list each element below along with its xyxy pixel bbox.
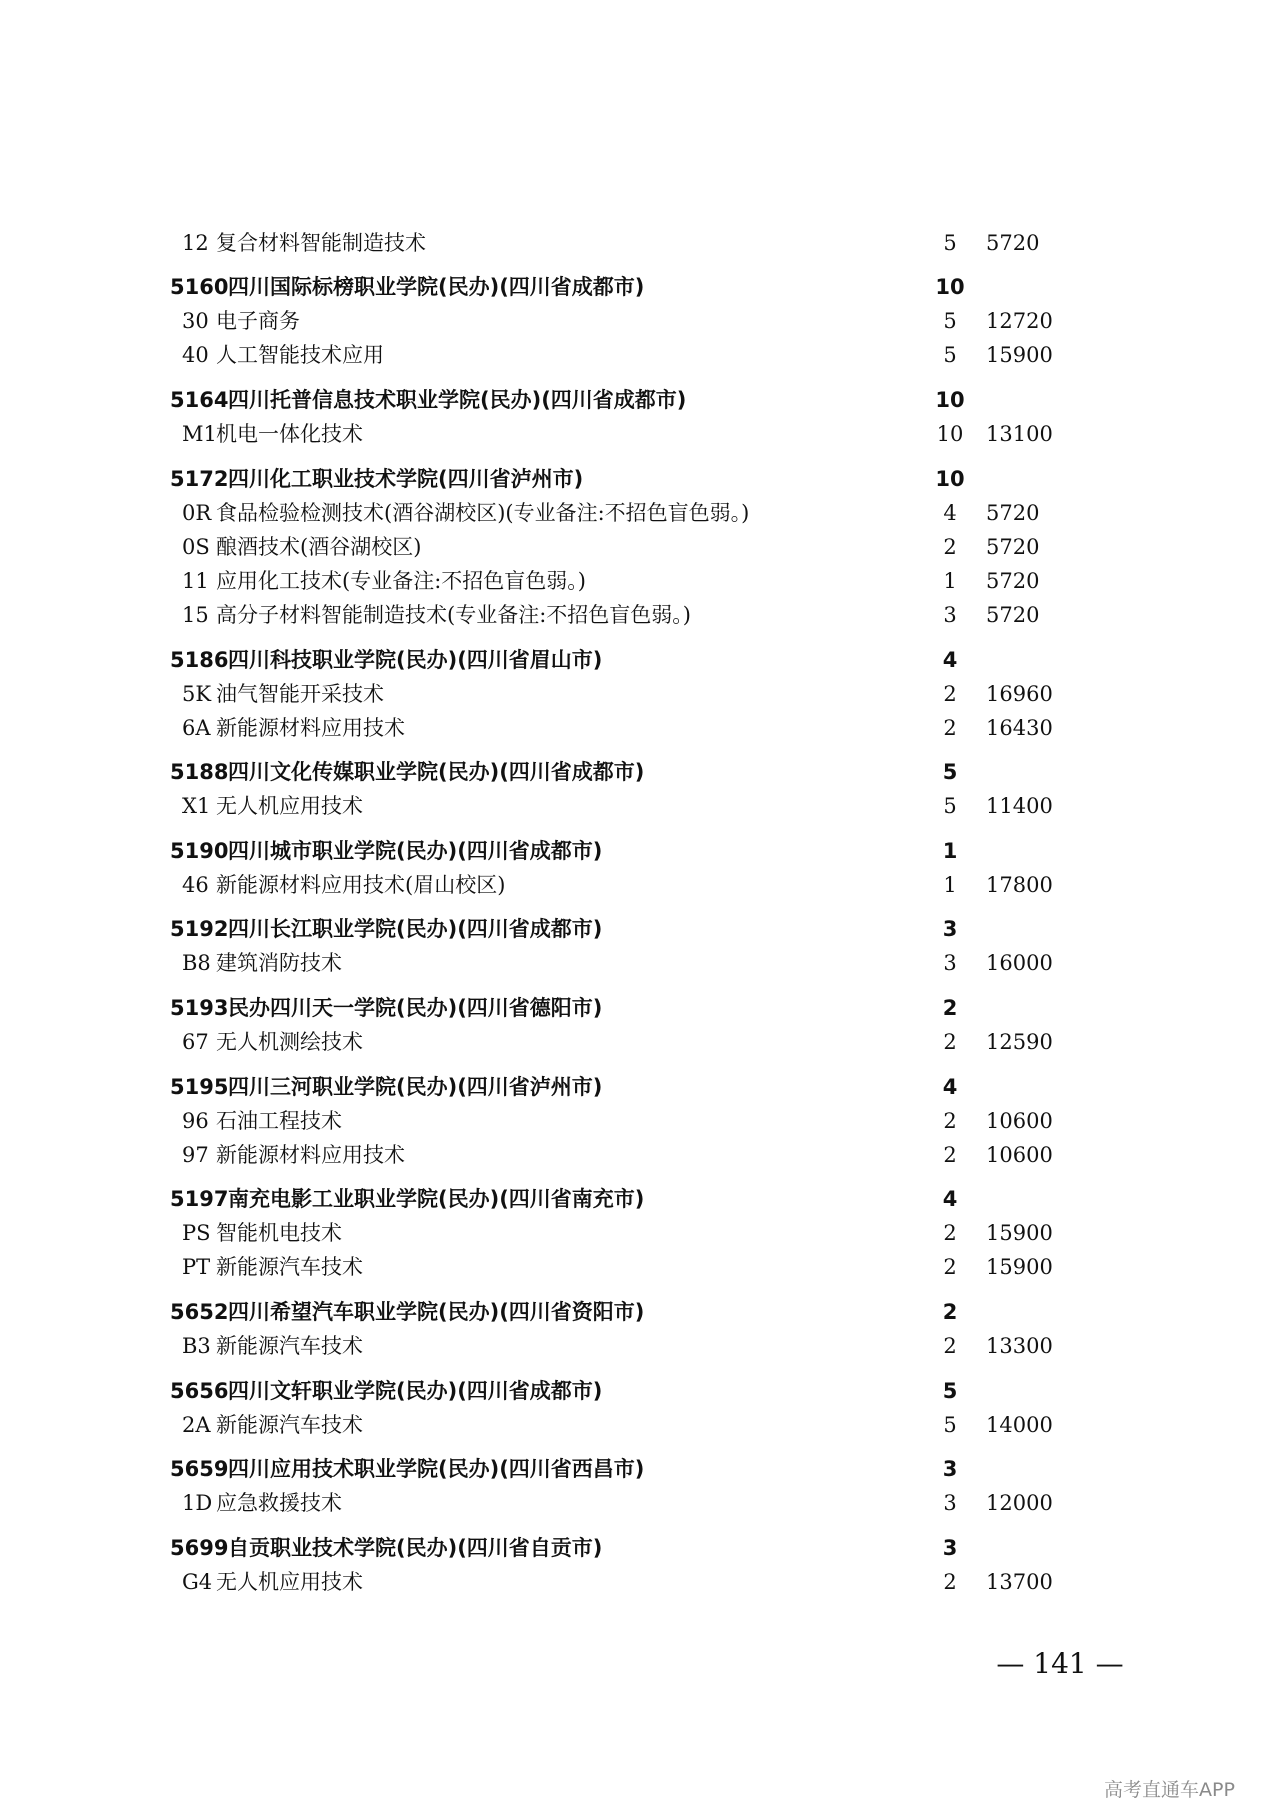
institution-row (0, 1452, 1280, 1486)
tuition-fee: 15900 (986, 343, 1053, 367)
major-name: 电子商务 (216, 309, 300, 333)
plan-count: 3 (943, 951, 957, 975)
major-code: G4 (182, 1570, 213, 1594)
major-name: 酿酒技术(酒谷湖校区) (216, 535, 422, 559)
major-name: 新能源材料应用技术 (216, 1143, 405, 1167)
major-name: 新能源材料应用技术 (216, 716, 405, 740)
page-number: — 141 — (996, 1647, 1124, 1680)
tuition-fee: 15900 (986, 1221, 1053, 1245)
major-name: 高分子材料智能制造技术(专业备注:不招色盲色弱。) (216, 603, 691, 627)
institution-row (0, 1374, 1280, 1408)
institution-row (0, 462, 1280, 496)
plan-count: 10 (935, 467, 965, 491)
institution-row (0, 755, 1280, 789)
institution-code: 5652 (170, 1300, 229, 1324)
major-row (0, 1025, 1280, 1059)
major-name: 油气智能开采技术 (216, 682, 384, 706)
plan-count: 4 (942, 1187, 958, 1211)
institution-name: 四川文化传媒职业学院(民办)(四川省成都市) (228, 760, 645, 784)
major-row (0, 1486, 1280, 1520)
tuition-fee: 14000 (986, 1413, 1053, 1437)
tuition-fee: 17800 (986, 873, 1053, 897)
institution-row (0, 1182, 1280, 1216)
plan-count: 3 (942, 917, 958, 941)
major-row (0, 868, 1280, 902)
institution-code: 5193 (170, 996, 229, 1020)
major-name: 人工智能技术应用 (216, 343, 384, 367)
major-row (0, 1104, 1280, 1138)
major-row (0, 496, 1280, 530)
institution-code: 5699 (170, 1536, 229, 1560)
major-name: 智能机电技术 (216, 1221, 342, 1245)
plan-count: 3 (943, 1491, 957, 1515)
major-code: 97 (182, 1143, 209, 1167)
major-name: 食品检验检测技术(酒谷湖校区)(专业备注:不招色盲色弱。) (216, 501, 750, 525)
institution-name: 四川化工职业技术学院(四川省泸州市) (228, 467, 584, 491)
institution-name: 四川希望汽车职业学院(民办)(四川省资阳市) (228, 1300, 645, 1324)
institution-name: 四川国际标榜职业学院(民办)(四川省成都市) (228, 275, 645, 299)
watermark: 高考直通车APP (1104, 1779, 1235, 1801)
tuition-fee: 12590 (986, 1030, 1053, 1054)
major-code: 12 (182, 231, 209, 255)
major-row (0, 417, 1280, 451)
institution-code: 5164 (170, 388, 229, 412)
plan-count: 5 (943, 1413, 957, 1437)
institution-code: 5172 (170, 467, 229, 491)
major-code: 0S (182, 535, 210, 559)
plan-count: 2 (943, 1143, 957, 1167)
plan-count: 4 (942, 648, 958, 672)
major-name: 新能源汽车技术 (216, 1334, 363, 1358)
major-name: 无人机应用技术 (216, 794, 363, 818)
tuition-fee: 13300 (986, 1334, 1053, 1358)
major-code: 46 (182, 873, 209, 897)
major-code: 30 (182, 309, 209, 333)
major-row (0, 946, 1280, 980)
major-code: B8 (182, 951, 211, 975)
major-code: 67 (182, 1030, 209, 1054)
major-code: M1 (182, 422, 217, 446)
major-name: 应急救援技术 (216, 1491, 342, 1515)
plan-count: 10 (935, 275, 965, 299)
institution-row (0, 383, 1280, 417)
major-row (0, 1565, 1280, 1599)
institution-name: 四川三河职业学院(民办)(四川省泸州市) (228, 1075, 603, 1099)
major-row (0, 564, 1280, 598)
institution-code: 5186 (170, 648, 229, 672)
institution-row (0, 1070, 1280, 1104)
plan-count: 2 (943, 716, 957, 740)
tuition-fee: 16430 (986, 716, 1053, 740)
major-name: 机电一体化技术 (216, 422, 363, 446)
major-row (0, 530, 1280, 564)
tuition-fee: 11400 (986, 794, 1053, 818)
major-row (0, 1329, 1280, 1363)
major-code: 0R (182, 501, 212, 525)
plan-count: 2 (943, 535, 957, 559)
major-row (0, 1250, 1280, 1284)
plan-count: 5 (942, 760, 958, 784)
major-code: PT (182, 1255, 211, 1279)
major-code: PS (182, 1221, 211, 1245)
major-name: 新能源汽车技术 (216, 1413, 363, 1437)
plan-count: 5 (943, 343, 957, 367)
tuition-fee: 5720 (986, 231, 1040, 255)
plan-count: 2 (943, 1030, 957, 1054)
major-row (0, 1408, 1280, 1442)
institution-name: 四川城市职业学院(民办)(四川省成都市) (228, 839, 603, 863)
tuition-fee: 13100 (986, 422, 1053, 446)
institution-code: 5192 (170, 917, 229, 941)
tuition-fee: 5720 (986, 603, 1040, 627)
plan-count: 2 (942, 1300, 958, 1324)
institution-name: 四川托普信息技术职业学院(民办)(四川省成都市) (228, 388, 687, 412)
tuition-fee: 13700 (986, 1570, 1053, 1594)
major-code: 1D (182, 1491, 213, 1515)
institution-code: 5197 (170, 1187, 229, 1211)
institution-name: 四川科技职业学院(民办)(四川省眉山市) (228, 648, 603, 672)
plan-count: 5 (943, 309, 957, 333)
plan-count: 3 (942, 1457, 958, 1481)
major-code: 6A (182, 716, 211, 740)
tuition-fee: 16000 (986, 951, 1053, 975)
institution-name: 民办四川天一学院(民办)(四川省德阳市) (228, 996, 603, 1020)
major-code: X1 (182, 794, 211, 818)
plan-count: 2 (943, 682, 957, 706)
major-code: 11 (182, 569, 209, 593)
major-row (0, 789, 1280, 823)
major-row (0, 304, 1280, 338)
major-name: 建筑消防技术 (216, 951, 342, 975)
major-name: 无人机应用技术 (216, 1570, 363, 1594)
major-code: 5K (182, 682, 212, 706)
plan-count: 2 (943, 1334, 957, 1358)
tuition-fee: 10600 (986, 1109, 1053, 1133)
institution-code: 5656 (170, 1379, 229, 1403)
major-row (0, 677, 1280, 711)
plan-count: 2 (943, 1570, 957, 1594)
tuition-fee: 15900 (986, 1255, 1053, 1279)
institution-name: 四川长江职业学院(民办)(四川省成都市) (228, 917, 603, 941)
major-row (0, 711, 1280, 745)
institution-code: 5659 (170, 1457, 229, 1481)
institution-code: 5188 (170, 760, 229, 784)
major-code: 96 (182, 1109, 209, 1133)
plan-count: 10 (935, 388, 965, 412)
major-code: 2A (182, 1413, 211, 1437)
tuition-fee: 10600 (986, 1143, 1053, 1167)
major-name: 应用化工技术(专业备注:不招色盲色弱。) (216, 569, 586, 593)
institution-row (0, 834, 1280, 868)
major-code: 15 (182, 603, 209, 627)
institution-name: 南充电影工业职业学院(民办)(四川省南充市) (228, 1187, 645, 1211)
major-code: B3 (182, 1334, 211, 1358)
institution-row (0, 991, 1280, 1025)
major-name: 复合材料智能制造技术 (216, 231, 426, 255)
major-name: 新能源材料应用技术(眉山校区) (216, 873, 506, 897)
tuition-fee: 16960 (986, 682, 1053, 706)
institution-row (0, 1531, 1280, 1565)
institution-code: 5195 (170, 1075, 229, 1099)
institution-name: 四川应用技术职业学院(民办)(四川省西昌市) (228, 1457, 645, 1481)
tuition-fee: 5720 (986, 569, 1040, 593)
tuition-fee: 5720 (986, 501, 1040, 525)
major-name: 新能源汽车技术 (216, 1255, 363, 1279)
major-row (0, 338, 1280, 372)
plan-count: 1 (943, 569, 957, 593)
institution-name: 四川文轩职业学院(民办)(四川省成都市) (228, 1379, 603, 1403)
plan-count: 5 (943, 794, 957, 818)
institution-row (0, 643, 1280, 677)
institution-name: 自贡职业技术学院(民办)(四川省自贡市) (228, 1536, 603, 1560)
plan-count: 3 (942, 1536, 958, 1560)
plan-count: 4 (942, 1075, 958, 1099)
institution-code: 5190 (170, 839, 229, 863)
major-code: 40 (182, 343, 209, 367)
institution-row (0, 270, 1280, 304)
plan-count: 5 (942, 1379, 958, 1403)
plan-count: 2 (943, 1221, 957, 1245)
major-row (0, 1216, 1280, 1250)
plan-count: 4 (943, 501, 957, 525)
tuition-fee: 12000 (986, 1491, 1053, 1515)
major-name: 石油工程技术 (216, 1109, 342, 1133)
plan-count: 2 (943, 1109, 957, 1133)
major-name: 无人机测绘技术 (216, 1030, 363, 1054)
major-row (0, 598, 1280, 632)
plan-count: 10 (936, 422, 964, 446)
major-row (0, 226, 1280, 260)
plan-count: 2 (943, 1255, 957, 1279)
plan-count: 2 (942, 996, 958, 1020)
tuition-fee: 12720 (986, 309, 1053, 333)
plan-count: 1 (942, 839, 958, 863)
plan-count: 5 (943, 231, 957, 255)
tuition-fee: 5720 (986, 535, 1040, 559)
institution-row (0, 912, 1280, 946)
plan-count: 1 (943, 873, 957, 897)
plan-count: 3 (943, 603, 957, 627)
institution-row (0, 1295, 1280, 1329)
institution-code: 5160 (170, 275, 229, 299)
major-row (0, 1138, 1280, 1172)
